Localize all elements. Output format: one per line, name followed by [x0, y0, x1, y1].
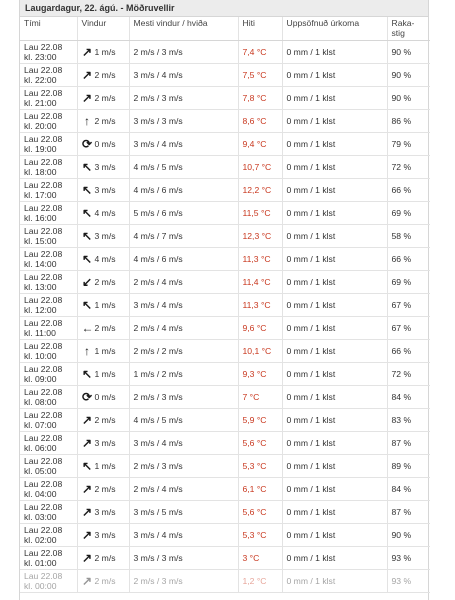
cell-temp: 9,3 °C — [238, 362, 282, 385]
cell-gust: 4 m/s / 6 m/s — [129, 178, 238, 201]
cell-gust: 5 m/s / 6 m/s — [129, 201, 238, 224]
cell-precip: 0 mm / 1 klst — [282, 477, 387, 500]
cell-time — [20, 500, 77, 523]
cell-humidity: 87 % — [387, 431, 430, 454]
wind-direction-icon: ↗ — [81, 504, 93, 519]
cell-precip: 0 mm / 1 klst — [282, 316, 387, 339]
cell-temp: 7,5 °C — [238, 63, 282, 86]
wind-direction-icon: ← — [81, 320, 94, 335]
cell-precip: 0 mm / 1 klst — [282, 109, 387, 132]
cell-gust: 2 m/s / 4 m/s — [129, 477, 238, 500]
header-humidity — [387, 17, 430, 40]
cell-hour: kl. 20:00 — [24, 121, 57, 131]
cell-humidity: 93 % — [387, 569, 430, 592]
cell-date: Lau 22.08 — [24, 271, 63, 282]
cell-gust: 2 m/s / 3 m/s — [129, 40, 238, 63]
wind-speed: 3 m/s — [94, 506, 116, 517]
cell-hour: kl. 15:00 — [24, 236, 57, 246]
cell-temp: 5,3 °C — [238, 523, 282, 546]
table-row — [20, 477, 430, 500]
cell-gust: 1 m/s / 2 m/s — [129, 362, 238, 385]
wind-direction-icon: ↖ — [81, 251, 93, 266]
wind-speed: 4 m/s — [94, 253, 116, 264]
cell-hour: kl. 16:00 — [24, 213, 57, 223]
header-time: Tími — [20, 17, 77, 40]
cell-temp: 8,6 °C — [238, 109, 282, 132]
cell-precip: 0 mm / 1 klst — [282, 385, 387, 408]
cell-time — [20, 477, 77, 500]
cell-humidity: 84 % — [387, 385, 430, 408]
cell-time — [20, 523, 77, 546]
table-row — [20, 40, 430, 63]
cell-time — [20, 431, 77, 454]
cell-humidity: 93 % — [387, 546, 430, 569]
cell-hour: kl. 06:00 — [24, 443, 57, 453]
wind-direction-icon: ↖ — [81, 182, 93, 197]
cell-temp: 11,4 °C — [238, 270, 282, 293]
cell-gust: 3 m/s / 3 m/s — [129, 109, 238, 132]
cell-humidity: 67 % — [387, 293, 430, 316]
cell-hour: kl. 19:00 — [24, 144, 57, 154]
wind-direction-icon: ↑ — [84, 343, 90, 358]
cell-temp: 11,3 °C — [238, 247, 282, 270]
cell-gust: 3 m/s / 4 m/s — [129, 523, 238, 546]
wind-speed: 3 m/s — [94, 184, 116, 195]
cell-precip: 0 mm / 1 klst — [282, 500, 387, 523]
cell-temp: 9,4 °C — [238, 132, 282, 155]
cell-precip: 0 mm / 1 klst — [282, 155, 387, 178]
wind-direction-icon: ↗ — [81, 412, 93, 427]
wind-speed: 1 m/s — [94, 46, 116, 57]
cell-time — [20, 270, 77, 293]
cell-precip: 0 mm / 1 klst — [282, 178, 387, 201]
cell-wind — [77, 178, 129, 201]
cell-hour: kl. 23:00 — [24, 52, 57, 62]
wind-direction-icon: ↖ — [81, 228, 93, 243]
cell-wind — [77, 362, 129, 385]
cell-date: Lau 22.08 — [24, 317, 63, 328]
cell-wind — [77, 109, 129, 132]
cell-precip: 0 mm / 1 klst — [282, 132, 387, 155]
cell-humidity: 67 % — [387, 316, 430, 339]
header-gust: Mesti vindur / hviða — [129, 17, 238, 40]
cell-humidity: 69 % — [387, 270, 430, 293]
header-temp: Hiti — [238, 17, 282, 40]
wind-direction-icon: ↖ — [81, 159, 93, 174]
cell-hour: kl. 13:00 — [24, 282, 57, 292]
cell-date: Lau 22.08 — [24, 225, 63, 236]
table-row — [20, 362, 430, 385]
cell-date: Lau 22.08 — [24, 110, 63, 121]
cell-humidity: 90 % — [387, 523, 430, 546]
cell-gust: 2 m/s / 4 m/s — [129, 316, 238, 339]
cell-gust: 2 m/s / 3 m/s — [129, 86, 238, 109]
table-row — [20, 339, 430, 362]
cell-temp: 5,6 °C — [238, 500, 282, 523]
table-row — [20, 385, 430, 408]
cell-humidity: 84 % — [387, 477, 430, 500]
table-row — [20, 431, 430, 454]
cell-hour: kl. 21:00 — [24, 98, 57, 108]
cell-wind — [77, 270, 129, 293]
cell-temp: 1,2 °C — [238, 569, 282, 592]
cell-humidity: 66 % — [387, 247, 430, 270]
table-row — [20, 224, 430, 247]
cell-precip: 0 mm / 1 klst — [282, 454, 387, 477]
cell-temp: 5,9 °C — [238, 408, 282, 431]
forecast-panel — [19, 0, 429, 600]
cell-hour: kl. 07:00 — [24, 420, 57, 430]
cell-wind — [77, 201, 129, 224]
table-row — [20, 569, 430, 592]
cell-date: Lau 22.08 — [24, 294, 63, 305]
wind-speed: 1 m/s — [94, 368, 116, 379]
cell-gust: 2 m/s / 3 m/s — [129, 454, 238, 477]
cell-hour: kl. 17:00 — [24, 190, 57, 200]
cell-date: Lau 22.08 — [24, 87, 63, 98]
wind-direction-icon: ↖ — [81, 366, 93, 381]
table-row — [20, 454, 430, 477]
table-row — [20, 316, 430, 339]
cell-precip: 0 mm / 1 klst — [282, 40, 387, 63]
cell-precip: 0 mm / 1 klst — [282, 247, 387, 270]
cell-gust: 3 m/s / 4 m/s — [129, 63, 238, 86]
wind-speed: 3 m/s — [94, 230, 116, 241]
cell-temp: 5,6 °C — [238, 431, 282, 454]
wind-speed: 2 m/s — [94, 92, 116, 103]
cell-time — [20, 132, 77, 155]
wind-speed: 2 m/s — [94, 414, 116, 425]
cell-precip: 0 mm / 1 klst — [282, 63, 387, 86]
cell-hour: kl. 00:00 — [24, 581, 57, 591]
wind-speed: 2 m/s — [94, 69, 116, 80]
cell-hour: kl. 01:00 — [24, 558, 57, 568]
cell-precip: 0 mm / 1 klst — [282, 339, 387, 362]
cell-time — [20, 546, 77, 569]
cell-time — [20, 293, 77, 316]
cell-wind — [77, 86, 129, 109]
cell-gust: 4 m/s / 7 m/s — [129, 224, 238, 247]
cell-date: Lau 22.08 — [24, 524, 63, 535]
cell-temp: 9,6 °C — [238, 316, 282, 339]
cell-gust: 4 m/s / 6 m/s — [129, 247, 238, 270]
cell-time — [20, 40, 77, 63]
cell-hour: kl. 05:00 — [24, 466, 57, 476]
cell-wind — [77, 155, 129, 178]
cell-temp: 11,3 °C — [238, 293, 282, 316]
wind-direction-icon: ↖ — [81, 297, 93, 312]
wind-speed: 2 m/s — [94, 115, 116, 126]
cell-temp: 10,1 °C — [238, 339, 282, 362]
cell-date: Lau 22.08 — [24, 409, 63, 420]
cell-hour: kl. 03:00 — [24, 512, 57, 522]
cell-date: Lau 22.08 — [24, 547, 63, 558]
cell-precip: 0 mm / 1 klst — [282, 431, 387, 454]
cell-gust: 4 m/s / 5 m/s — [129, 408, 238, 431]
cell-wind — [77, 569, 129, 592]
header-precip: Uppsöfnuð úrkoma — [282, 17, 387, 40]
header-humidity-line2: stig — [391, 28, 405, 38]
cell-date: Lau 22.08 — [24, 455, 63, 466]
cell-precip: 0 mm / 1 klst — [282, 201, 387, 224]
cell-humidity: 83 % — [387, 408, 430, 431]
wind-speed: 0 m/s — [94, 391, 116, 402]
cell-wind — [77, 224, 129, 247]
cell-date: Lau 22.08 — [24, 64, 63, 75]
table-row — [20, 523, 430, 546]
cell-date: Lau 22.08 — [24, 179, 63, 190]
cell-time — [20, 362, 77, 385]
cell-humidity: 72 % — [387, 155, 430, 178]
cell-hour: kl. 02:00 — [24, 535, 57, 545]
cell-gust: 3 m/s / 3 m/s — [129, 546, 238, 569]
wind-speed: 3 m/s — [94, 161, 116, 172]
cell-gust: 3 m/s / 5 m/s — [129, 500, 238, 523]
cell-humidity: 79 % — [387, 132, 430, 155]
cell-date: Lau 22.08 — [24, 363, 63, 374]
cell-temp: 5,3 °C — [238, 454, 282, 477]
cell-precip: 0 mm / 1 klst — [282, 408, 387, 431]
wind-speed: 2 m/s — [94, 552, 116, 563]
wind-direction-icon: ↗ — [81, 435, 93, 450]
cell-gust: 3 m/s / 4 m/s — [129, 132, 238, 155]
table-caption: Laugardagur, 22. ágú. - Möðruvellir — [20, 0, 428, 17]
cell-temp: 12,3 °C — [238, 224, 282, 247]
cell-time — [20, 155, 77, 178]
wind-speed: 1 m/s — [94, 460, 116, 471]
cell-date: Lau 22.08 — [24, 156, 63, 167]
wind-speed: 2 m/s — [94, 322, 116, 333]
cell-wind — [77, 132, 129, 155]
cell-gust: 2 m/s / 4 m/s — [129, 270, 238, 293]
cell-wind — [77, 546, 129, 569]
wind-speed: 1 m/s — [94, 299, 116, 310]
cell-wind — [77, 500, 129, 523]
table-row — [20, 63, 430, 86]
cell-time — [20, 109, 77, 132]
cell-date: Lau 22.08 — [24, 432, 63, 443]
cell-date: Lau 22.08 — [24, 202, 63, 213]
cell-wind — [77, 454, 129, 477]
cell-time — [20, 385, 77, 408]
cell-temp: 6,1 °C — [238, 477, 282, 500]
cell-wind — [77, 40, 129, 63]
cell-precip: 0 mm / 1 klst — [282, 523, 387, 546]
cell-time — [20, 86, 77, 109]
cell-humidity: 72 % — [387, 362, 430, 385]
table-row — [20, 155, 430, 178]
wind-speed: 0 m/s — [94, 138, 116, 149]
wind-speed: 2 m/s — [94, 483, 116, 494]
cell-hour: kl. 09:00 — [24, 374, 57, 384]
cell-wind — [77, 523, 129, 546]
table-row — [20, 178, 430, 201]
cell-hour: kl. 08:00 — [24, 397, 57, 407]
cell-precip: 0 mm / 1 klst — [282, 224, 387, 247]
cell-date: Lau 22.08 — [24, 41, 63, 52]
wind-direction-icon: ↖ — [81, 458, 93, 473]
wind-direction-icon: ↗ — [81, 67, 93, 82]
table-row — [20, 109, 430, 132]
cell-humidity: 58 % — [387, 224, 430, 247]
cell-wind — [77, 316, 129, 339]
forecast-table — [20, 17, 430, 593]
cell-gust: 3 m/s / 4 m/s — [129, 431, 238, 454]
cell-hour: kl. 12:00 — [24, 305, 57, 315]
table-row — [20, 408, 430, 431]
cell-time — [20, 178, 77, 201]
wind-speed: 1 m/s — [94, 345, 116, 356]
cell-wind — [77, 293, 129, 316]
wind-direction-icon: ↗ — [81, 527, 93, 542]
table-row — [20, 201, 430, 224]
cell-temp: 11,5 °C — [238, 201, 282, 224]
cell-humidity: 69 % — [387, 201, 430, 224]
wind-direction-icon: ↗ — [81, 573, 93, 588]
cell-gust: 3 m/s / 4 m/s — [129, 293, 238, 316]
cell-time — [20, 247, 77, 270]
header-wind: Vindur — [77, 17, 129, 40]
wind-direction-icon: ↖ — [81, 205, 93, 220]
cell-humidity: 90 % — [387, 63, 430, 86]
cell-precip: 0 mm / 1 klst — [282, 293, 387, 316]
cell-gust: 2 m/s / 3 m/s — [129, 385, 238, 408]
table-row — [20, 546, 430, 569]
cell-hour: kl. 14:00 — [24, 259, 57, 269]
wind-direction-icon: ↗ — [81, 90, 93, 105]
cell-wind — [77, 385, 129, 408]
cell-temp: 7,4 °C — [238, 40, 282, 63]
cell-date: Lau 22.08 — [24, 570, 63, 581]
cell-time — [20, 224, 77, 247]
cell-time — [20, 569, 77, 592]
wind-speed: 4 m/s — [94, 207, 116, 218]
wind-direction-icon: ↗ — [81, 481, 93, 496]
cell-wind — [77, 477, 129, 500]
cell-date: Lau 22.08 — [24, 248, 63, 259]
table-row — [20, 86, 430, 109]
cell-gust: 4 m/s / 5 m/s — [129, 155, 238, 178]
cell-wind — [77, 431, 129, 454]
cell-temp: 10,7 °C — [238, 155, 282, 178]
wind-direction-icon: ↗ — [81, 44, 93, 59]
cell-humidity: 86 % — [387, 109, 430, 132]
cell-humidity: 66 % — [387, 339, 430, 362]
wind-direction-icon: ↑ — [84, 113, 90, 128]
cell-wind — [77, 247, 129, 270]
cell-date: Lau 22.08 — [24, 478, 63, 489]
wind-direction-icon: ⟳ — [81, 136, 93, 151]
cell-time — [20, 316, 77, 339]
cell-humidity: 89 % — [387, 454, 430, 477]
cell-humidity: 90 % — [387, 40, 430, 63]
cell-precip: 0 mm / 1 klst — [282, 86, 387, 109]
cell-wind — [77, 408, 129, 431]
cell-time — [20, 63, 77, 86]
cell-precip: 0 mm / 1 klst — [282, 569, 387, 592]
wind-speed: 3 m/s — [94, 529, 116, 540]
table-row — [20, 132, 430, 155]
wind-speed: 2 m/s — [94, 575, 116, 586]
wind-speed: 3 m/s — [94, 437, 116, 448]
cell-temp: 7 °C — [238, 385, 282, 408]
cell-time — [20, 454, 77, 477]
cell-time — [20, 339, 77, 362]
cell-temp: 3 °C — [238, 546, 282, 569]
cell-time — [20, 201, 77, 224]
cell-humidity: 66 % — [387, 178, 430, 201]
cell-temp: 12,2 °C — [238, 178, 282, 201]
table-row — [20, 500, 430, 523]
cell-hour: kl. 22:00 — [24, 75, 57, 85]
cell-date: Lau 22.08 — [24, 133, 63, 144]
wind-direction-icon: ↙ — [81, 274, 93, 289]
wind-direction-icon: ⟳ — [81, 389, 93, 404]
cell-wind — [77, 63, 129, 86]
cell-time — [20, 408, 77, 431]
cell-hour: kl. 11:00 — [24, 328, 56, 338]
cell-hour: kl. 10:00 — [24, 351, 57, 361]
cell-wind — [77, 339, 129, 362]
cell-precip: 0 mm / 1 klst — [282, 362, 387, 385]
wind-direction-icon: ↗ — [81, 550, 93, 565]
table-row — [20, 247, 430, 270]
cell-temp: 7,8 °C — [238, 86, 282, 109]
cell-date: Lau 22.08 — [24, 386, 63, 397]
cell-gust: 2 m/s / 3 m/s — [129, 569, 238, 592]
cell-hour: kl. 18:00 — [24, 167, 57, 177]
cell-date: Lau 22.08 — [24, 340, 63, 351]
cell-hour: kl. 04:00 — [24, 489, 57, 499]
table-row — [20, 293, 430, 316]
cell-humidity: 87 % — [387, 500, 430, 523]
cell-humidity: 90 % — [387, 86, 430, 109]
header-humidity-line1: Raka- — [391, 18, 415, 28]
wind-speed: 2 m/s — [94, 276, 116, 287]
table-header-row — [20, 17, 430, 40]
cell-gust: 2 m/s / 2 m/s — [129, 339, 238, 362]
table-row — [20, 270, 430, 293]
cell-precip: 0 mm / 1 klst — [282, 546, 387, 569]
cell-precip: 0 mm / 1 klst — [282, 270, 387, 293]
cell-date: Lau 22.08 — [24, 501, 63, 512]
